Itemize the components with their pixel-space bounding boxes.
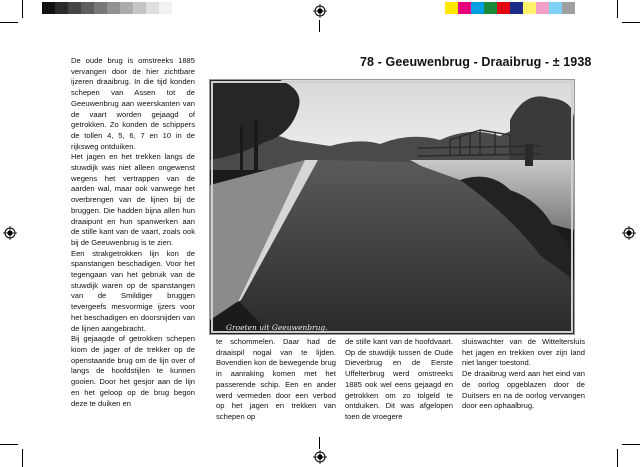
paragraph: de stille kant van de hoofdvaart. Op de stuwdijk tussen de Oude Dieverbrug en de Eerste Uffelterbrug werd omstreeks 1885 ook wel eens gejaagd en getrokken om zo tolgeld te ontduiken. Dit was afgelopen toen de vroegere bbox=[345, 337, 453, 421]
grayscale-color-bar bbox=[42, 2, 172, 14]
cmyk-color-bar bbox=[445, 2, 575, 14]
paragraph: Het jagen en het trekken langs de stuwdijk was niet alleen ongewenst wegens het vertrappen van de aarden wal, maar ook vanwege het overbrengen van de lijnen bij de bruggen. Die hadden bijna allen hun draaipunt en hun spanwerken aan de stille kant van de vaart, zoals ook bij de Geeuwenbrug is te zien. bbox=[71, 152, 195, 247]
registration-mark-left-icon bbox=[3, 226, 17, 240]
crop-mark bbox=[617, 0, 618, 18]
gray-swatch bbox=[94, 2, 107, 14]
registration-mark-bottom-icon bbox=[313, 450, 327, 464]
gray-swatch bbox=[81, 2, 94, 14]
color-swatch bbox=[562, 2, 575, 14]
text-column-2 bbox=[216, 337, 336, 423]
paragraph: De oude brug is omstreeks 1885 vervangen door de hier zichtbare ijzeren draaibrug. In die tijd konden schepen van Assen tot de Geeuwenbrug aan weerskanten van de vaart worden gejaagd of getrokken. Zo konden de schippers de tollen 4, 5, 6, 7 en 10 in de rijksweg ontduiken. bbox=[71, 56, 195, 151]
text-column-1 bbox=[71, 56, 195, 409]
photo-drawing bbox=[210, 80, 574, 334]
gray-swatch bbox=[159, 2, 172, 14]
color-swatch bbox=[497, 2, 510, 14]
color-swatch bbox=[549, 2, 562, 14]
color-swatch bbox=[536, 2, 549, 14]
gray-swatch bbox=[133, 2, 146, 14]
crop-mark bbox=[622, 444, 640, 445]
gray-swatch bbox=[42, 2, 55, 14]
gray-swatch bbox=[146, 2, 159, 14]
color-swatch bbox=[458, 2, 471, 14]
color-swatch bbox=[484, 2, 497, 14]
text-column-3 bbox=[345, 337, 453, 423]
gray-swatch bbox=[107, 2, 120, 14]
crop-mark bbox=[22, 449, 23, 467]
color-swatch bbox=[471, 2, 484, 14]
page-title: 78 - Geeuwenbrug - Draaibrug - ± 1938 bbox=[360, 55, 592, 69]
paragraph: De draaibrug werd aan het eind van de oorlog opgeblazen door de Duitsers en na de oorlog vervangen door een ophaalbrug. bbox=[462, 369, 585, 411]
color-swatch bbox=[510, 2, 523, 14]
photo-caption: Groeten uit Geeuwenbrug. bbox=[226, 323, 328, 332]
paragraph: Bij gejaagde of getrokken schepen kiom de jager of de trekker op de openstaande brug om de lijn over of langs de hoofdstijlen te kunnen gooien. Door het gesjor aan de lijn en het geloop op de brug begon deze te duiken en bbox=[71, 334, 195, 408]
paragraph: sluiswachter van de Witteltersluis het jagen en trekken over zijn land niet langer toestond. bbox=[462, 337, 585, 368]
gray-swatch bbox=[55, 2, 68, 14]
crop-mark bbox=[319, 20, 320, 32]
paragraph: te schommelen. Daar had de draaispil nogal van te lijden. Bovendien kon de bewegende brug in aanraking komen met het passerende schip. Een en ander werd vermeden door een verbod op het jagen en trekken van schepen op bbox=[216, 337, 336, 421]
crop-mark bbox=[319, 437, 320, 449]
paragraph: Een strakgetrokken lijn kon de spanstangen beschadigen. Voor het tegengaan van het gebruik van de stuwdijk waren op de spanstangen van de Smildiger bruggen tevergeefs mesvormige ijzers voor het beschadigen en doorsnijden van de lijnen aangebracht. bbox=[71, 248, 195, 333]
crop-mark bbox=[617, 449, 618, 467]
registration-mark-top-icon bbox=[313, 4, 327, 18]
gray-swatch bbox=[120, 2, 133, 14]
text-column-4 bbox=[462, 337, 585, 412]
crop-mark bbox=[22, 0, 23, 18]
crop-mark bbox=[622, 22, 640, 23]
crop-mark bbox=[0, 22, 18, 23]
historic-photo bbox=[210, 80, 574, 334]
color-swatch bbox=[523, 2, 536, 14]
crop-mark bbox=[0, 444, 18, 445]
registration-mark-right-icon bbox=[622, 226, 636, 240]
color-swatch bbox=[445, 2, 458, 14]
gray-swatch bbox=[68, 2, 81, 14]
